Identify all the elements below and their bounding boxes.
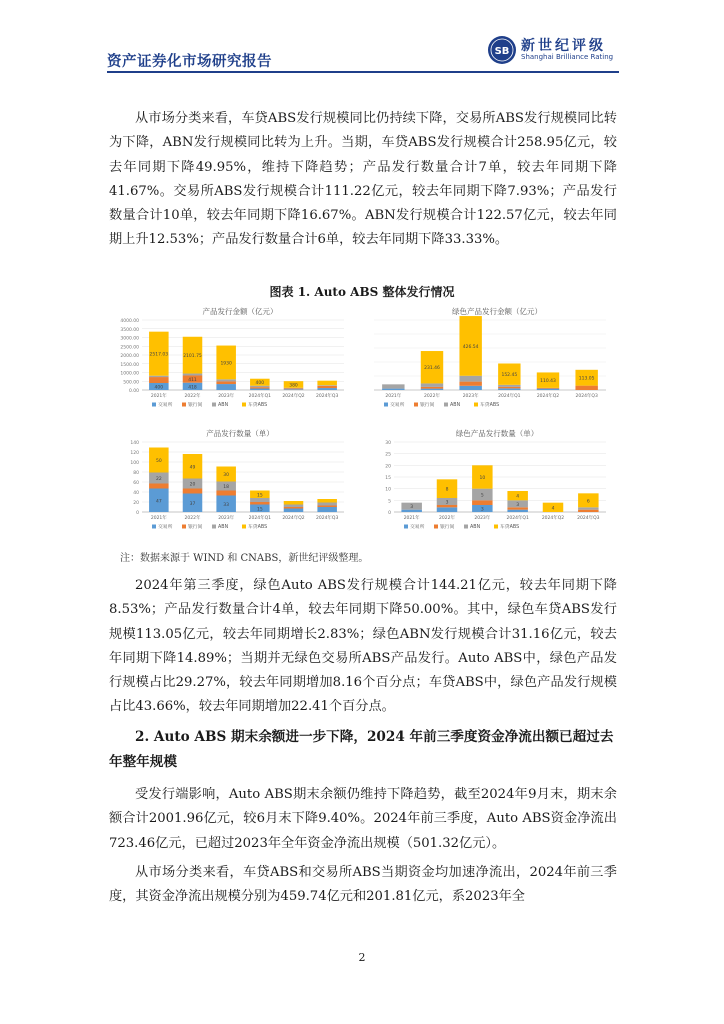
bar-ABN <box>317 503 337 506</box>
x-tick-label: 2023年 <box>462 394 479 399</box>
legend-entry: 银行间 <box>440 525 455 530</box>
bar-车贷ABS <box>317 499 337 503</box>
bar-value-label: 2101.75 <box>183 354 202 360</box>
bar-value-label: 15 <box>256 507 263 513</box>
header-divider <box>107 71 619 73</box>
figure-title: 图表 1. Auto ABS 整体发行情况 <box>269 285 455 299</box>
bar-银行间 <box>284 389 304 390</box>
bar-交易所 <box>382 389 404 390</box>
x-tick-label: 2022年 <box>424 394 440 399</box>
bar-交易所 <box>537 389 559 390</box>
bar-交易所 <box>437 507 457 512</box>
legend-swatch <box>434 525 438 529</box>
legend-swatch <box>242 525 246 529</box>
figure-charts <box>0 298 724 553</box>
legend-entry: ABN <box>218 525 229 530</box>
bar-value-label: 6 <box>586 499 590 505</box>
x-tick-label: 2024年Q2 <box>282 394 305 399</box>
legend-entry: 银行间 <box>420 403 435 408</box>
bar-value-label: 5 <box>480 493 484 499</box>
x-tick-label: 2023年 <box>218 516 235 521</box>
logo-english-name: Shanghai Brilliance Rating <box>521 53 614 61</box>
x-tick-label: 2024年Q1 <box>498 394 521 399</box>
bar-value-label: 418 <box>188 385 197 391</box>
x-tick-label: 2022年 <box>184 394 201 399</box>
legend-entry: ABN <box>450 403 461 408</box>
bar-value-label: 22 <box>155 477 162 482</box>
bar-ABN <box>216 379 236 381</box>
y-tick-label: 15 <box>385 476 391 481</box>
x-tick-label: 2024年Q1 <box>248 516 272 521</box>
y-tick-label: 40 <box>133 491 139 496</box>
y-tick-label: 80 <box>133 471 139 476</box>
figure-note: 注：数据来源于 WIND 和 CNABS，新世纪评级整理。 <box>120 553 369 564</box>
bar-交易所 <box>507 510 527 512</box>
bar-value-label: 1930 <box>220 361 232 367</box>
x-tick-label: 2024年Q1 <box>248 394 272 399</box>
bar-value-label: 49 <box>189 465 196 471</box>
bar-value-label: 400 <box>154 385 164 391</box>
y-tick-label: 140 <box>130 441 139 446</box>
legend-entry: 交易所 <box>158 403 173 408</box>
bar-value-label: 110.43 <box>540 379 556 385</box>
chart-panel-3 <box>130 428 344 530</box>
section-heading: 2. Auto ABS 期末余额进一步下降，2024 年前三季度资金净流出额已超过去年整年规模 <box>109 729 614 770</box>
chart-title: 绿色产品发行金额（亿元） <box>452 307 542 316</box>
bar-value-label: 152.45 <box>501 373 518 379</box>
y-tick-label: 0 <box>388 511 391 516</box>
y-tick-label: 0 <box>136 511 139 516</box>
bar-交易所 <box>317 388 337 390</box>
y-tick-label: 20 <box>133 501 139 506</box>
legend-swatch <box>152 525 156 529</box>
bar-交易所 <box>216 384 236 390</box>
bar-ABN <box>459 376 481 382</box>
legend-swatch <box>212 403 216 407</box>
page-number: 2 <box>358 951 366 964</box>
y-tick-label: 1500.00 <box>120 362 139 368</box>
bar-value-label: 10 <box>479 476 486 481</box>
legend-swatch <box>464 525 468 529</box>
y-tick-label: 500.00 <box>123 380 139 386</box>
legend-entry: 银行间 <box>188 403 203 408</box>
x-tick-label: 2023年 <box>474 516 491 521</box>
paragraph-outstanding-balance: 受发行端影响，Auto ABS期末余额仍维持下降趋势，截至2024年9月末，期末余额合计2001.96亿元，较6月末下降9.40%。2024年前三季度，Auto ABS资金净流出723.46亿元，已超过2023年全年资金净流出规模（501.32亿元）。 <box>109 787 617 851</box>
paragraph-green-issuance: 2024年第三季度，绿色Auto ABS发行规模合计144.21亿元，较去年同期下降8.53%；产品发行数量合计4单，较去年同期下降50.00%。其中，绿色车贷ABS发行规模113.05亿元，较去年同期增长2.83%；绿色ABN发行规模合计31.16亿元，较去年同期下降14.89%；当期并无绿色交易所ABS产品发行。Auto ABS中，绿色产品发行规模占比29.27%，较去年同期增加8.16个百分点；车贷ABS中，绿色产品发行规模占比43.66%，较去年同期增加22.41个百分点。 <box>109 578 617 715</box>
y-tick-label: 2500.00 <box>120 345 139 351</box>
bar-ABN <box>183 374 203 376</box>
legend-entry: ABN <box>470 525 481 530</box>
y-tick-label: 0.00 <box>128 389 139 394</box>
bar-银行间 <box>149 484 169 489</box>
bar-ABN <box>498 385 520 387</box>
bar-银行间 <box>317 386 337 388</box>
bar-value-label: 15 <box>256 493 263 499</box>
bar-value-label: 4 <box>551 506 555 512</box>
x-tick-label: 2024年Q3 <box>315 516 339 521</box>
bar-ABN <box>382 384 404 388</box>
y-tick-label: 4000.00 <box>120 319 139 324</box>
chart-title: 产品发行数量（单） <box>206 429 274 438</box>
y-tick-label: 100 <box>130 461 139 466</box>
legend-entry: 交易所 <box>390 403 405 408</box>
legend-swatch <box>404 525 408 529</box>
y-tick-label: 30 <box>385 441 391 446</box>
legend-swatch <box>182 403 186 407</box>
report-series-title: 资产证券化市场研究报告 <box>107 54 272 70</box>
bar-value-label: 30 <box>223 473 230 478</box>
bar-value-label: 400 <box>255 381 265 387</box>
bar-value-label: 8 <box>445 487 449 493</box>
bar-value-label: 18 <box>223 485 230 490</box>
chart-panel-4 <box>385 428 606 530</box>
x-tick-label: 2024年Q3 <box>575 394 598 399</box>
bar-value-label: 3 <box>410 505 414 511</box>
bar-交易所 <box>459 386 481 390</box>
legend-swatch <box>152 403 156 407</box>
bar-value-label: 113.05 <box>578 376 595 382</box>
bar-value-label: 380 <box>289 383 298 389</box>
bar-value-label: 20 <box>189 482 196 488</box>
bar-银行间 <box>498 387 520 388</box>
y-tick-label: 60 <box>133 481 139 486</box>
x-tick-label: 2024年Q3 <box>315 394 339 399</box>
bar-银行间 <box>284 507 304 509</box>
legend-swatch <box>414 403 418 407</box>
bar-银行间 <box>149 377 169 383</box>
y-tick-label: 3000.00 <box>120 336 139 342</box>
paragraph-market-classification: 从市场分类来看，车贷ABS发行规模同比仍持续下降，交易所ABS发行规模同比转为下降，ABN发行规模同比转为上升。当期，车贷ABS发行规模合计258.95亿元，较去年同期下降49.95%，维持下降趋势；产品发行数量合计7单，较去年同期下降41.67%。交易所ABS发行规模合计111.22亿元，较去年同期下降7.93%；产品发行数量合计10单，较去年同期下降16.67%。ABN发行规模合计122.57亿元，较去年同期上升12.53%；产品发行数量合计6单，较去年同期下降33.33%。 <box>109 111 617 248</box>
y-tick-label: 2000.00 <box>120 354 139 359</box>
bar-value-label: 37 <box>189 501 196 507</box>
legend-swatch <box>494 525 498 529</box>
bar-银行间 <box>421 387 443 389</box>
legend-entry: ABN <box>218 403 229 408</box>
bar-银行间 <box>250 502 270 505</box>
legend-entry: 车贷ABS <box>248 403 268 408</box>
bar-车贷ABS <box>284 501 304 505</box>
bar-value-label: 426.54 <box>462 344 479 350</box>
bar-交易所 <box>498 388 520 390</box>
bar-交易所 <box>284 509 304 513</box>
chart-panel-1 <box>120 306 344 408</box>
logo-chinese-name: 新世纪评级 <box>521 38 606 54</box>
bar-ABN <box>421 383 443 386</box>
bar-银行间 <box>537 388 559 389</box>
y-tick-label: 20 <box>385 464 391 470</box>
bar-ABN <box>317 385 337 386</box>
bar-value-label: 3 <box>445 500 449 506</box>
chart-title: 产品发行金额（亿元） <box>202 307 278 316</box>
x-tick-label: 2022年 <box>184 516 201 521</box>
legend-entry: 车贷ABS <box>248 525 268 530</box>
x-tick-label: 2024年Q3 <box>577 516 600 521</box>
legend-entry: 银行间 <box>188 525 203 530</box>
bar-value-label: 4 <box>516 494 520 500</box>
legend-entry: 交易所 <box>158 525 173 530</box>
bar-交易所 <box>317 507 337 512</box>
x-tick-label: 2024年Q1 <box>506 516 529 521</box>
bar-车贷ABS <box>317 381 337 386</box>
bar-银行间 <box>459 382 481 386</box>
bar-value-label: 50 <box>155 459 162 464</box>
bar-银行间 <box>183 489 203 494</box>
svg-text:SB: SB <box>494 46 510 57</box>
bar-value-label: 231.46 <box>424 366 440 372</box>
x-tick-label: 2024年Q2 <box>541 516 565 521</box>
y-tick-label: 25 <box>385 452 391 458</box>
legend-swatch <box>212 525 216 529</box>
bar-ABN <box>250 498 270 502</box>
bar-value-label: 2517.03 <box>149 352 169 358</box>
bar-value-label: 411 <box>188 378 197 384</box>
x-tick-label: 2024年Q2 <box>282 516 305 521</box>
bar-ABN <box>284 505 304 508</box>
bar-银行间 <box>216 381 236 384</box>
bar-银行间 <box>250 387 270 388</box>
bar-value-label: 47 <box>155 499 162 505</box>
y-tick-label: 120 <box>130 451 139 456</box>
x-tick-label: 2021年 <box>150 516 167 521</box>
legend-entry: 车贷ABS <box>480 403 500 408</box>
x-tick-label: 2021年 <box>385 394 402 399</box>
brand-emblem-icon <box>487 35 517 65</box>
legend-swatch <box>384 403 388 407</box>
legend-entry: 车贷ABS <box>500 525 520 530</box>
y-tick-label: 3500.00 <box>120 327 139 333</box>
bar-银行间 <box>317 506 337 508</box>
bar-value-label: 3 <box>480 507 484 513</box>
bar-银行间 <box>578 510 598 512</box>
x-tick-label: 2023年 <box>218 394 235 399</box>
x-tick-label: 2024年Q2 <box>536 394 560 399</box>
x-tick-label: 2021年 <box>150 394 167 399</box>
brand-logo <box>487 35 619 67</box>
bar-银行间 <box>575 386 597 390</box>
bar-value-label: 3 <box>516 502 520 508</box>
legend-swatch <box>474 403 478 407</box>
legend-swatch <box>182 525 186 529</box>
legend-entry: 交易所 <box>410 525 425 530</box>
y-tick-label: 1000.00 <box>120 371 139 377</box>
bar-交易所 <box>421 389 443 390</box>
x-tick-label: 2021年 <box>403 516 420 521</box>
chart-panel-2 <box>374 306 606 408</box>
y-tick-label: 5 <box>388 499 391 505</box>
bar-交易所 <box>250 389 270 390</box>
bar-value-label: 33 <box>223 502 230 508</box>
y-tick-label: 10 <box>385 487 391 493</box>
bar-ABN <box>578 507 598 509</box>
chart-title: 绿色产品发行数量（单） <box>455 429 539 438</box>
x-tick-label: 2022年 <box>439 516 455 521</box>
bar-交易所 <box>284 389 304 390</box>
legend-swatch <box>242 403 246 407</box>
bar-银行间 <box>472 500 492 505</box>
legend-swatch <box>444 403 448 407</box>
bar-ABN <box>149 376 169 377</box>
paragraph-net-outflow: 从市场分类来看，车贷ABS和交易所ABS当期资金均加速净流出，2024年前三季度，其资金净流出规模分别为459.74亿元和201.81亿元，系2023年全 <box>109 865 617 905</box>
bar-银行间 <box>216 491 236 496</box>
